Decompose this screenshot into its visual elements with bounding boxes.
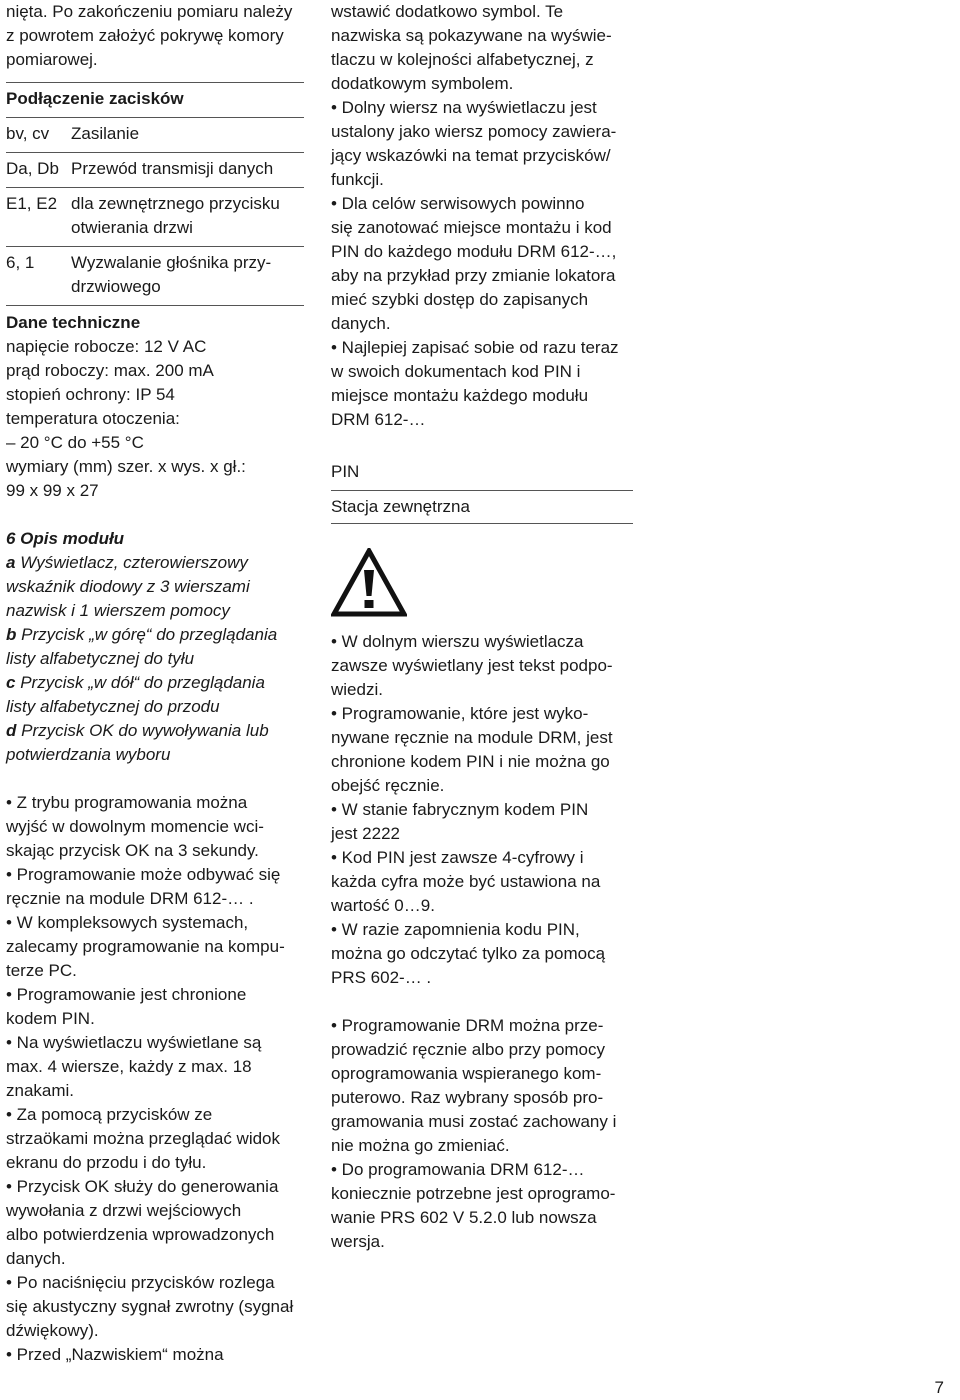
connections-heading: Podłączenie zacisków <box>6 89 184 108</box>
text-line: PRS 602-… . <box>331 968 432 987</box>
terminal-description: Wyzwalanie głośnika przy- <box>71 253 272 272</box>
text-line: obejść ręcznie. <box>331 776 445 795</box>
text-line: • Najlepiej zapisać sobie od razu teraz <box>331 338 619 357</box>
left-column <box>6 0 304 1367</box>
left-bullet-list <box>6 791 304 1367</box>
text-line: danych. <box>331 314 391 333</box>
text-line: wersja. <box>331 1232 385 1251</box>
terminal-description: dla zewnętrznego przycisku <box>71 194 280 213</box>
text-line: • Na wyświetlaczu wyświetlane są <box>6 1033 262 1052</box>
divider <box>331 523 633 524</box>
text-line: jest 2222 <box>331 824 400 843</box>
text-line: strzaökami można przeglądać widok <box>6 1129 281 1148</box>
item-key: a <box>6 553 16 572</box>
item-key: c <box>6 673 16 692</box>
connection-row <box>6 118 304 146</box>
spec-line: – 20 °C do +55 °C <box>6 433 144 452</box>
text-line: • W dolnym wierszu wyświetlacza <box>331 632 584 651</box>
text-line: wyjść w dowolnym momencie wci- <box>6 817 264 836</box>
text-line: PIN do każdego modułu DRM 612-…, <box>331 242 617 261</box>
technical-data <box>6 306 304 503</box>
item-text: Wyświetlacz, czterowierszowy <box>20 553 248 572</box>
text-line: aby na przykład przy zmianie lokatora <box>331 266 616 285</box>
pin-label: PIN <box>331 462 360 481</box>
item-text: listy alfabetycznej do tyłu <box>6 649 195 668</box>
text-line: danych. <box>6 1249 66 1268</box>
text-line: funkcji. <box>331 170 384 189</box>
text-line: • Programowanie może odbywać się <box>6 865 281 884</box>
text-line: się zanotować miejsce montażu i kod <box>331 218 612 237</box>
text-line: • Za pomocą przycisków ze <box>6 1105 213 1124</box>
text-line: albo potwierdzenia wprowadzonych <box>6 1225 275 1244</box>
text-line: • Dolny wiersz na wyświetlaczu jest <box>331 98 597 117</box>
text-line: dodatkowym symbolem. <box>331 74 514 93</box>
text-line: jący wskazówki na temat przycisków/ <box>331 146 611 165</box>
terminal-label: E1, E2 <box>6 194 58 213</box>
text-line: terze PC. <box>6 961 77 980</box>
module-description <box>6 503 304 767</box>
module-item-c <box>6 671 304 695</box>
terminal-description: Przewód transmisji danych <box>71 159 274 178</box>
programming-bullet-list <box>331 1014 633 1254</box>
spec-line: napięcie robocze: 12 V AC <box>6 337 207 356</box>
text-line: gramowania musi zostać zachowany i <box>331 1112 617 1131</box>
text-line: każda cyfra może być ustawiona na <box>331 872 601 891</box>
item-text: wskaźnik diodowy z 3 wierszami <box>6 577 250 596</box>
intro-text <box>6 0 304 72</box>
right-column <box>331 0 633 1254</box>
text-line: wartość 0…9. <box>331 896 435 915</box>
text-line: ręcznie na module DRM 612-… . <box>6 889 254 908</box>
item-text: listy alfabetycznej do przodu <box>6 697 220 716</box>
technical-heading: Dane techniczne <box>6 313 141 332</box>
text-line: dźwiękowy). <box>6 1321 99 1340</box>
pin-value: Stacja zewnętrzna <box>331 497 470 516</box>
text-line: • Z trybu programowania można <box>6 793 248 812</box>
text-line: • Po naciśnięciu przycisków rozlega <box>6 1273 275 1292</box>
text-line: miejsce montażu każdego modułu <box>331 386 589 405</box>
text-line: chronione kodem PIN i nie można go <box>331 752 610 771</box>
item-key: d <box>6 721 17 740</box>
text-line: max. 4 wiersze, każdy z max. 18 <box>6 1057 252 1076</box>
text-line: się akustyczny sygnał zwrotny (sygnał <box>6 1297 294 1316</box>
text-line: wanie PRS 602 V 5.2.0 lub nowsza <box>331 1208 597 1227</box>
text-line: • Programowanie, które jest wyko- <box>331 704 589 723</box>
text-line: tlaczu w kolejności alfabetycznej, z <box>331 50 594 69</box>
spec-line: wymiary (mm) szer. x wys. x gł.: <box>6 457 246 476</box>
text-line: mieć szybki dostęp do zapisanych <box>331 290 589 309</box>
terminal-label: 6, 1 <box>6 253 35 272</box>
connection-row <box>6 188 304 240</box>
text-line: nie można go zmieniać. <box>331 1136 510 1155</box>
text-line: • Kod PIN jest zawsze 4-cyfrowy i <box>331 848 584 867</box>
warning-triangle-icon <box>331 548 407 618</box>
text-line: wstawić dodatkowo symbol. Te <box>331 2 564 21</box>
module-item-b <box>6 623 304 647</box>
text-line: kodem PIN. <box>6 1009 95 1028</box>
module-item-a <box>6 551 304 575</box>
terminal-label: Da, Db <box>6 159 59 178</box>
text-line: ekranu do przodu i do tyłu. <box>6 1153 207 1172</box>
text-line: znakami. <box>6 1081 75 1100</box>
text-line: • W stanie fabrycznym kodem PIN <box>331 800 589 819</box>
connection-row <box>6 153 304 181</box>
text-line: • Do programowania DRM 612-… <box>331 1160 585 1179</box>
text-line: koniecznie potrzebne jest oprogramo- <box>331 1184 616 1203</box>
pin-bullet-list <box>331 618 633 990</box>
text-line: skając przycisk OK na 3 sekundy. <box>6 841 259 860</box>
text-line: można go odczytać tylko za pomocą <box>331 944 606 963</box>
page-number: 7 <box>934 1378 944 1397</box>
item-text: Przycisk „w dół“ do przeglądania <box>20 673 265 692</box>
terminal-description: drzwiowego <box>71 277 161 296</box>
spec-line: stopień ochrony: IP 54 <box>6 385 175 404</box>
text-line: zalecamy programowanie na kompu- <box>6 937 285 956</box>
text-line: prowadzić ręcznie albo przy pomocy <box>331 1040 606 1059</box>
text-line: w swoich dokumentach kod PIN i <box>331 362 581 381</box>
text-line: • W kompleksowych systemach, <box>6 913 249 932</box>
module-item-d <box>6 719 304 743</box>
section-heading: 6 Opis modułu <box>6 529 125 548</box>
text-line: pomiarowej. <box>6 50 98 69</box>
terminal-label: bv, cv <box>6 124 50 143</box>
text-line: • Programowanie DRM można prze- <box>331 1016 604 1035</box>
text-line: wiedzi. <box>331 680 383 699</box>
right-top-text <box>331 0 633 432</box>
text-line: • Programowanie jest chronione <box>6 985 247 1004</box>
text-line: DRM 612-… <box>331 410 426 429</box>
text-line: puterowo. Raz wybrany sposób pro- <box>331 1088 604 1107</box>
terminal-description: Zasilanie <box>71 124 140 143</box>
item-text: Przycisk OK do wywoływania lub <box>21 721 269 740</box>
spec-line: temperatura otoczenia: <box>6 409 180 428</box>
text-line: z powrotem założyć pokrywę komory <box>6 26 284 45</box>
connection-row <box>6 247 304 299</box>
text-line: nywane ręcznie na module DRM, jest <box>331 728 613 747</box>
text-line: • Przycisk OK służy do generowania <box>6 1177 279 1196</box>
divider <box>6 82 304 83</box>
text-line: ustalony jako wiersz pomocy zawiera- <box>331 122 617 141</box>
text-line: nazwiska są pokazywane na wyświe- <box>331 26 612 45</box>
text-line: • Dla celów serwisowych powinno <box>331 194 585 213</box>
item-text: potwierdzania wyboru <box>6 745 171 764</box>
spec-line: prąd roboczy: max. 200 mA <box>6 361 214 380</box>
item-text: nazwisk i 1 wierszem pomocy <box>6 601 230 620</box>
terminal-description: otwierania drzwi <box>71 218 193 237</box>
text-line: oprogramowania wspieranego kom- <box>331 1064 602 1083</box>
text-line: • Przed „Nazwiskiem“ można <box>6 1345 224 1364</box>
spec-line: 99 x 99 x 27 <box>6 481 99 500</box>
item-key: b <box>6 625 17 644</box>
text-line: • W razie zapomnienia kodu PIN, <box>331 920 580 939</box>
text-line: nięta. Po zakończeniu pomiaru należy <box>6 2 293 21</box>
text-line: wywołania z drzwi wejściowych <box>6 1201 242 1220</box>
item-text: Przycisk „w górę“ do przeglądania <box>21 625 278 644</box>
text-line: zawsze wyświetlany jest tekst podpo- <box>331 656 613 675</box>
